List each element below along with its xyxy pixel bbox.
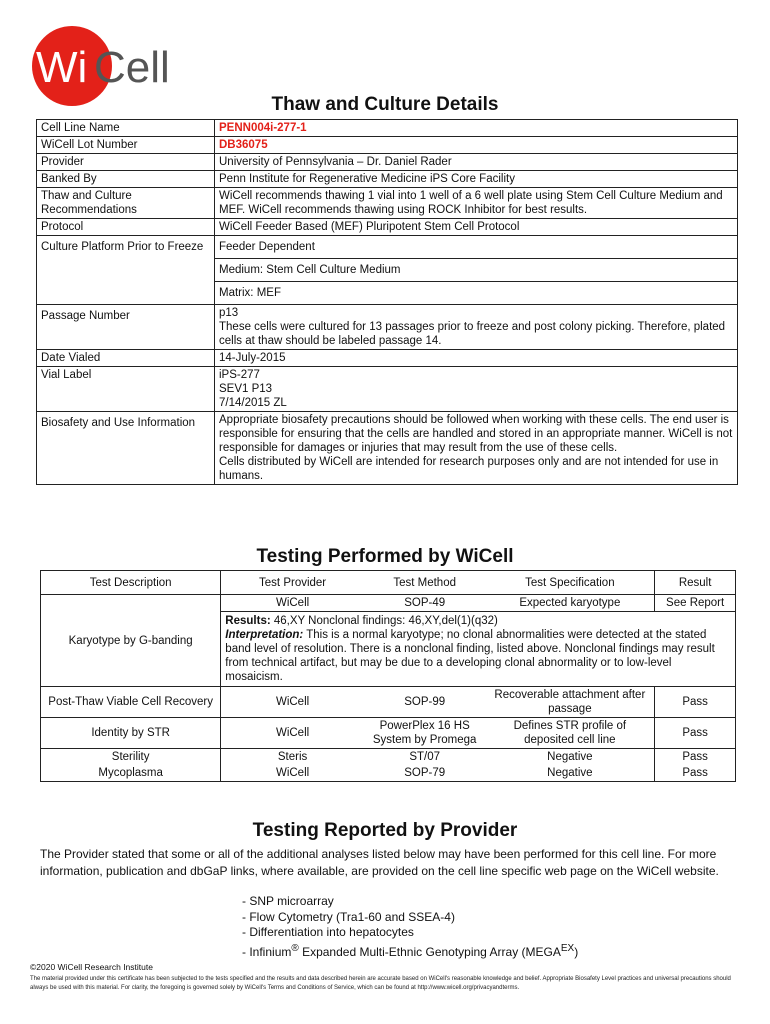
page-title: Thaw and Culture Details: [271, 94, 499, 115]
header-desc: Test Description: [41, 571, 221, 595]
sterility-desc: Sterility: [41, 749, 221, 766]
analysis-text: Infinium: [249, 944, 292, 959]
thaw-recommendations: WiCell recommends thawing 1 vial into 1 well of a 6 well plate using Stem Cell Culture Medium and MEF. WiCell recommends thawing using ROCK Inhibitor for best results.: [215, 188, 738, 219]
protocol: WiCell Feeder Based (MEF) Pluripotent Stem Cell Protocol: [215, 219, 738, 236]
viable-provider: WiCell: [221, 687, 364, 718]
interpretation-text: This is a normal karyotype; no clonal abnormalities were detected at the stated band level of resolution. There is a nonclonal finding, listed above. Nonclonal findings may result from technical artifact, but may be due to a developing clonal abnormality or to low-level mosaicism.: [225, 629, 715, 683]
details-table: [36, 119, 738, 485]
label-protocol: Protocol: [37, 219, 215, 236]
identity-spec: Defines STR profile of deposited cell line: [485, 718, 654, 749]
list-item: - Flow Cytometry (Tra1-60 and SSEA-4): [242, 910, 578, 926]
testing-title: Testing Performed by WiCell: [256, 546, 514, 567]
provider-text: The Provider stated that some or all of the additional analyses listed below may have been performed for this cell line. For more information, publication and dbGaP links, where available, are provided on the cell line specific web page on the WiCell website.: [40, 847, 719, 878]
registered-mark: ®: [291, 942, 299, 954]
karyotype-spec: Expected karyotype: [485, 595, 654, 612]
disclaimer: The material provided under this certificate has been subjected to the tests specified and the results and data described herein are accurate based on WiCell's reasonable knowledge and belief. Appropriate Biosafety Level practices and universal precautions should always be used with this material. For clarity, the foregoing is governed solely by WiCell's Terms and Conditions of Service, which can be found at http://www.wicell.org/privacyandterms.: [30, 976, 731, 991]
vial-label: [215, 367, 738, 412]
label-provider: Provider: [37, 154, 215, 171]
biosafety-cell: [215, 412, 738, 485]
biosafety-text-2: Cells distributed by WiCell are intended for research purposes only and are not intended for use in humans.: [219, 456, 719, 482]
list-item: - SNP microarray: [242, 894, 578, 910]
identity-desc: Identity by STR: [41, 718, 221, 749]
label-vial: Vial Label: [37, 367, 215, 412]
matrix: Matrix: MEF: [215, 282, 738, 305]
biosafety-text: Appropriate biosafety precautions should be followed when working with these cells. The end user is responsible for ensuring that the cells are handled and stored in an appropriate manner. WiCell is not responsible for damages or injuries that may result from the use of these cells.: [219, 414, 733, 454]
cell-line: PENN004i-277-1: [215, 120, 738, 137]
superscript-ex: EX: [560, 942, 575, 954]
vial-line: SEV1 P13: [219, 383, 273, 395]
passage-note: These cells were cultured for 13 passages prior to freeze and post colony picking. Therefore, plated cells at thaw should be labeled passage 14.: [219, 321, 726, 347]
vial-line: iPS-277: [219, 369, 260, 381]
lot-number: DB36075: [215, 137, 738, 154]
provider-title: Testing Reported by Provider: [252, 820, 518, 841]
label-cell-line: Cell Line Name: [37, 120, 215, 137]
karyotype-result: See Report: [655, 595, 736, 612]
banked-by: Penn Institute for Regenerative Medicine iPS Core Facility: [215, 171, 738, 188]
label-lot: WiCell Lot Number: [37, 137, 215, 154]
testing-table: [40, 570, 736, 782]
mycoplasma-desc: Mycoplasma: [41, 765, 221, 782]
label-date: Date Vialed: [37, 350, 215, 367]
analysis-text: ): [574, 944, 579, 959]
sterility-spec: Negative: [485, 749, 654, 766]
header-result: Result: [655, 571, 736, 595]
label-banked: Banked By: [37, 171, 215, 188]
viable-method: SOP-99: [364, 687, 486, 718]
sterility-method: ST/07: [364, 749, 486, 766]
viable-result: Pass: [655, 687, 736, 718]
passage-number: p13: [219, 307, 239, 319]
interpretation-label: Interpretation:: [225, 629, 304, 641]
sterility-provider: Steris: [221, 749, 364, 766]
viable-desc: Post-Thaw Viable Cell Recovery: [41, 687, 221, 718]
label-biosafety: Biosafety and Use Information: [37, 412, 215, 485]
header-method: Test Method: [364, 571, 486, 595]
mycoplasma-spec: Negative: [485, 765, 654, 782]
identity-provider: WiCell: [221, 718, 364, 749]
platform: Feeder Dependent: [215, 236, 738, 259]
vial-line: 7/14/2015 ZL: [219, 397, 287, 409]
label-platform: Culture Platform Prior to Freeze: [37, 236, 215, 305]
header-provider: Test Provider: [221, 571, 364, 595]
mycoplasma-provider: WiCell: [221, 765, 364, 782]
karyotype-results: [221, 612, 736, 687]
medium: Medium: Stem Cell Culture Medium: [215, 259, 738, 282]
analysis-text: Expanded Multi-Ethnic Genotyping Array (MEGA: [298, 944, 561, 959]
identity-result: Pass: [655, 718, 736, 749]
analyses-list: [242, 894, 578, 960]
provider: University of Pennsylvania – Dr. Daniel Rader: [215, 154, 738, 171]
karyotype-method: SOP-49: [364, 595, 486, 612]
karyotype-desc: Karyotype by G-banding: [41, 595, 221, 687]
viable-spec: Recoverable attachment after passage: [485, 687, 654, 718]
mycoplasma-result: Pass: [655, 765, 736, 782]
header-spec: Test Specification: [485, 571, 654, 595]
karyotype-provider: WiCell: [221, 595, 364, 612]
passage-cell: [215, 305, 738, 350]
mycoplasma-method: SOP-79: [364, 765, 486, 782]
list-item: - Differentiation into hepatocytes: [242, 925, 578, 941]
sterility-result: Pass: [655, 749, 736, 766]
date-vialed: 14-July-2015: [215, 350, 738, 367]
results-text: 46,XY Nonclonal findings: 46,XY,del(1)(q32): [270, 615, 498, 627]
results-label: Results:: [225, 615, 271, 627]
copyright: ©2020 WiCell Research Institute: [30, 962, 153, 972]
list-item: [242, 941, 578, 961]
svg-text:Cell: Cell: [94, 43, 170, 92]
svg-text:Wi: Wi: [36, 43, 88, 92]
label-passage: Passage Number: [37, 305, 215, 350]
label-thaw: Thaw and Culture Recommendations: [37, 188, 215, 219]
identity-method: PowerPlex 16 HS System by Promega: [364, 718, 486, 749]
